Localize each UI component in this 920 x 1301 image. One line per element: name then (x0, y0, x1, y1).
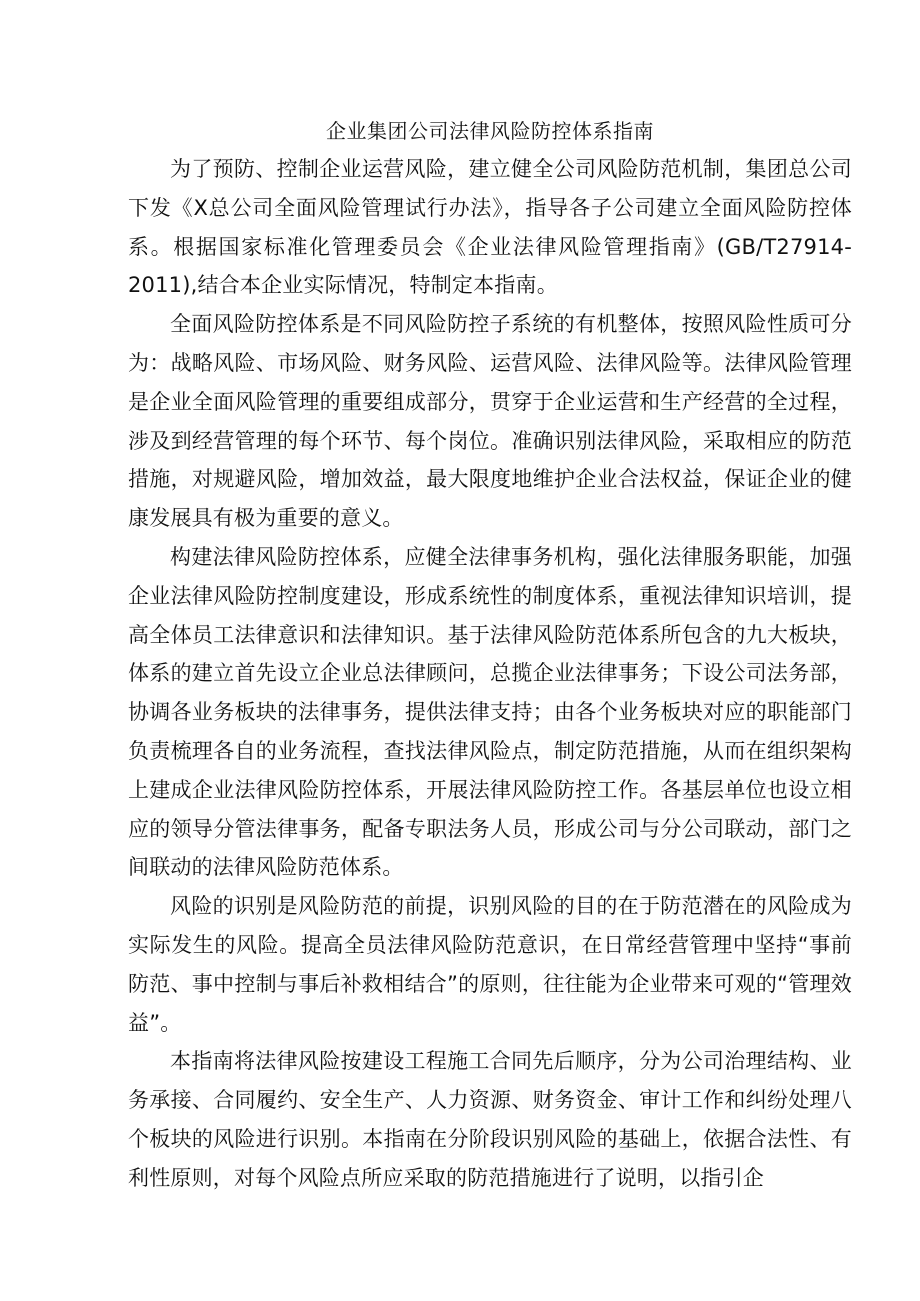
paragraph-5: 本指南将法律风险按建设工程施工合同先后顺序，分为公司治理结构、业务承接、合同履约、安全生产、人力资源、财务资金、审计工作和纠纷处理八个板块的风险进行识别。本指南在分阶段识别风险的基础上，依据合法性、有利性原则，对每个风险点所应采取的防范措施进行了说明，以指引企 (128, 1049, 852, 1190)
paragraph-2: 全面风险防控体系是不同风险防控子系统的有机整体，按照风险性质可分为：战略风险、市场风险、财务风险、运营风险、法律风险等。法律风险管理是企业全面风险管理的重要组成部分，贯穿于企业运营和生产经营的全过程，涉及到经营管理的每个环节、每个岗位。准确识别法律风险，采取相应的防范措施，对规避风险，增加效益，最大限度地维护企业合法权益，保证企业的健康发展具有极为重要的意义。 (128, 312, 852, 531)
document-body (128, 112, 852, 1198)
paragraph-4: 风险的识别是风险防范的前提，识别风险的目的在于防范潜在的风险成为实际发生的风险。提高全员法律风险防范意识，在日常经营管理中坚持“事前防范、事中控制与事后补救相结合”的原则，往往能为企业带来可观的“管理效益”。 (128, 894, 852, 1035)
paragraph-3: 构建法律风险防控体系，应健全法律事务机构，强化法律服务职能，加强企业法律风险防控制度建设，形成系统性的制度体系，重视法律知识培训，提高全体员工法律意识和法律知识。基于法律风险防范体系所包含的九大板块，体系的建立首先设立企业总法律顾问，总揽企业法律事务；下设公司法务部，协调各业务板块的法律事务，提供法律支持；由各个业务板块对应的职能部门负责梳理各自的业务流程，查找法律风险点，制定防范措施，从而在组织架构上建成企业法律风险防控体系，开展法律风险防控工作。各基层单位也设立相应的领导分管法律事务，配备专职法务人员，形成公司与分公司联动，部门之间联动的法律风险防范体系。 (128, 544, 852, 880)
paragraph-1: 为了预防、控制企业运营风险，建立健全公司风险防范机制，集团总公司下发《X总公司全面风险管理试行办法》，指导各子公司建立全面风险防控体系。根据国家标准化管理委员会《企业法律风险管理指南》(GB/T27914-2011),结合本企业实际情况，特制定本指南。 (128, 157, 852, 298)
document-title: 企业集团公司法律风险防控体系指南 (326, 119, 654, 143)
